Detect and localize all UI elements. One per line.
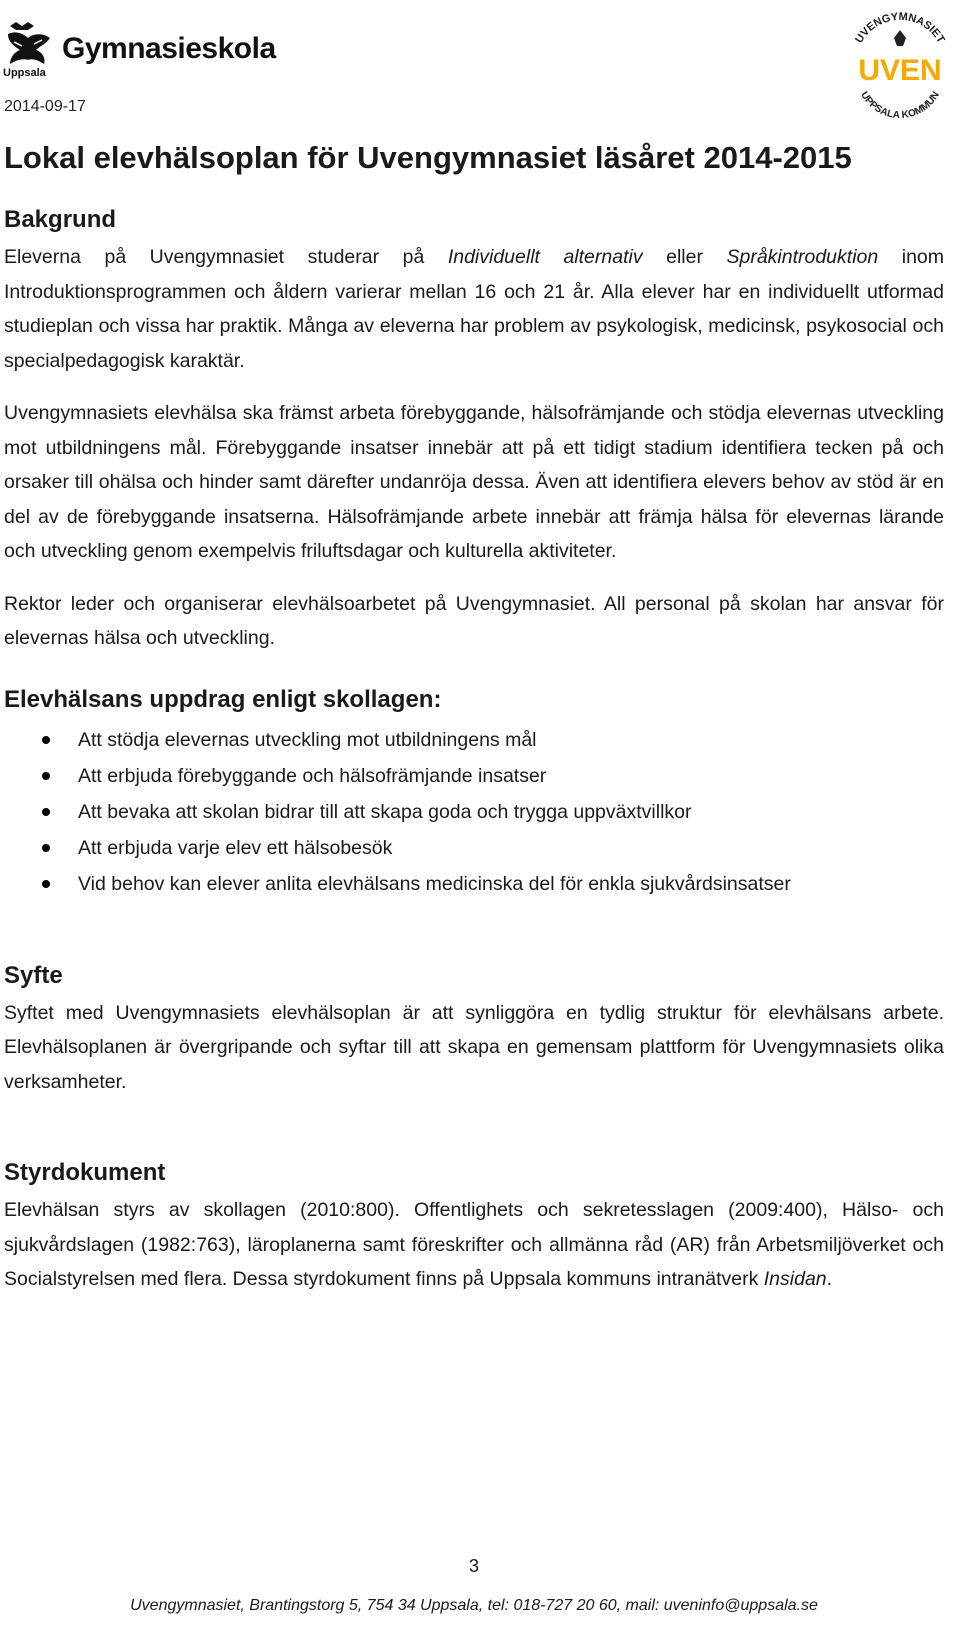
uppsala-lion-logo-icon	[2, 20, 56, 82]
bullet-icon	[42, 772, 50, 780]
heading-uppdrag: Elevhälsans uppdrag enligt skollagen:	[4, 685, 442, 713]
bullet-icon	[42, 808, 50, 816]
bakgrund-paragraph-2: Uvengymnasiets elevhälsa ska främst arbeta förebyggande, hälsofrämjande och stödja elevernas utveckling mot utbildningens mål. Förebyggande insatser innebär att på ett tidigt stadium identifiera tecken på och orsaker till ohälsa och hinder samt därefter undanröja dessa. Även att identifiera elevers behov av stöd är en del av de förebyggande insatserna. Hälsofrämjande arbete innebär att främja hälsa för elevernas lärande och utveckling genom exempelvis friluftsdagar och kulturella aktiviteter.	[4, 402, 944, 562]
footer-address: Uvengymnasiet, Brantingstorg 5, 754 34 Uppsala, tel: 018-727 20 60, mail: uveninfo@uppsala.se	[130, 1597, 818, 1614]
bullet-icon	[42, 736, 50, 744]
bakgrund-paragraph-1: Eleverna på Uvengymnasiet studerar på Individuellt alternativ eller Språkintroduktion inom Introduktionsprogrammen och åldern varierar mellan 16 och 21 år. Alla elever har en individuellt utformad studieplan och vissa har praktik. Många av eleverna har problem av psykologisk, medicinsk, psykosocial och specialpedagogisk karaktär.	[4, 246, 945, 372]
term-insidan: Insidan	[763, 1268, 827, 1290]
list-item: Att erbjuda förebyggande och hälsofrämjande insatser	[4, 758, 944, 794]
document-body	[4, 140, 944, 1297]
term-sprakintroduktion: Språkintroduktion	[726, 246, 879, 268]
list-item: Vid behov kan elever anlita elevhälsans medicinska del för enkla sjukvårdsinsatser	[4, 866, 944, 902]
logo-right-mid-text: UVEN	[858, 54, 942, 87]
bullet-icon	[42, 880, 50, 888]
term-individuellt-alternativ: Individuellt alternativ	[447, 246, 643, 268]
heading-styrdokument: Styrdokument	[4, 1159, 166, 1186]
brand-title: Gymnasieskola	[62, 32, 276, 65]
document-date: 2014-09-17	[4, 98, 86, 115]
document-title: Lokal elevhälsoplan för Uvengymnasiet läsåret 2014-2015	[4, 140, 852, 175]
heading-syfte: Syfte	[4, 961, 63, 989]
logo-right-bottom-text: UPPSALA KOMMUN	[858, 89, 942, 122]
bakgrund-paragraph-3: Rektor leder och organiserar elevhälsoarbetet på Uvengymnasiet. All personal på skolan har ansvar för elevernas hälsa och utveckling.	[4, 592, 944, 649]
page-header	[0, 0, 960, 125]
uppdrag-list	[4, 722, 944, 902]
list-item: Att bevaka att skolan bidrar till att skapa goda och trygga uppväxtvillkor	[4, 794, 944, 830]
list-item: Att erbjuda varje elev ett hälsobesök	[4, 830, 944, 866]
bullet-icon	[42, 844, 50, 852]
uven-logo-icon	[844, 2, 956, 122]
heading-bakgrund: Bakgrund	[4, 206, 117, 233]
page-number: 3	[468, 1556, 479, 1576]
logo-left-text: Uppsala	[3, 67, 46, 79]
syfte-paragraph: Syftet med Uvengymnasiets elevhälsoplan är att synliggöra en tydlig struktur för elevhälsans arbete. Elevhälsoplanen är övergripande och syftar till att skapa en gemensam plattform för Uvengymnasiets olika verksamheter.	[4, 1001, 944, 1093]
styrdokument-paragraph: Elevhälsan styrs av skollagen (2010:800). Offentlighets och sekretesslagen (2009:400), Hälso- och sjukvårdslagen (1982:763), läroplanerna samt föreskrifter och allmänna råd (AR) från Arbetsmiljöverket och Socialstyrelsen med flera. Dessa styrdokument finns på Uppsala kommuns intranätverk Insidan.	[4, 1199, 944, 1290]
logo-right-top-text: UVENGYMNASIET	[853, 10, 947, 46]
list-item: Att stödja elevernas utveckling mot utbildningens mål	[4, 722, 944, 758]
